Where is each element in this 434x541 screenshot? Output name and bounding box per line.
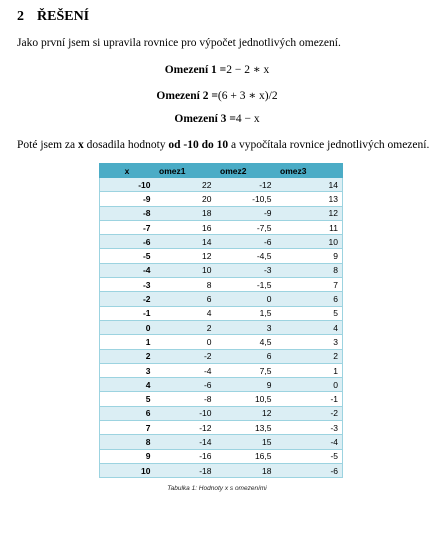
- equation-2: Omezení 2 =(6 + 3 ∗ x)/2: [156, 90, 278, 102]
- table-cell: -2: [155, 349, 216, 363]
- table-row: [100, 263, 343, 277]
- table-cell: -1,5: [216, 278, 276, 292]
- table-cell: 7,5: [216, 363, 276, 377]
- table-cell: 18: [155, 206, 216, 220]
- table-cell: 1: [100, 335, 155, 349]
- header-omez1: omez1: [155, 164, 216, 178]
- table-cell: 16,5: [216, 449, 276, 463]
- table-cell: 4,5: [216, 335, 276, 349]
- substitution-text-2: dosadila hodnoty: [83, 139, 169, 151]
- table-cell: 2: [100, 349, 155, 363]
- table-cell: -4: [276, 435, 343, 449]
- equation-2-label: Omezení 2: [156, 90, 209, 102]
- table-cell: -6: [155, 378, 216, 392]
- substitution-text-3: a vypočítala rovnice jednotlivých omezení.: [228, 139, 430, 151]
- table-cell: -8: [155, 392, 216, 406]
- table-cell: 18: [216, 463, 276, 477]
- table-cell: 3: [100, 363, 155, 377]
- table-cell: -7: [100, 220, 155, 234]
- table-cell: 6: [216, 349, 276, 363]
- table-cell: 10,5: [216, 392, 276, 406]
- table-cell: 11: [276, 220, 343, 234]
- table-cell: 10: [155, 263, 216, 277]
- table-row: [100, 278, 343, 292]
- equation-1-label: Omezení 1: [164, 64, 217, 76]
- table-cell: 6: [155, 292, 216, 306]
- equation-1-rhs: 2 − 2 ∗ x: [226, 64, 270, 76]
- equation-3-rhs: 4 − x: [235, 113, 260, 125]
- table-cell: -2: [100, 292, 155, 306]
- table-cell: -9: [216, 206, 276, 220]
- table-row: [100, 435, 343, 449]
- table-cell: 8: [155, 278, 216, 292]
- table-caption: Tabulka 1: Hodnoty x s omezeními: [167, 485, 267, 492]
- table-cell: 7: [100, 421, 155, 435]
- table-cell: 4: [155, 306, 216, 320]
- table-cell: -6: [216, 235, 276, 249]
- table-cell: 14: [155, 235, 216, 249]
- equation-3-label: Omezení 3: [174, 113, 227, 125]
- table-row: [100, 421, 343, 435]
- equation-1: Omezení 1 =2 − 2 ∗ x: [164, 64, 270, 76]
- table-row: [100, 449, 343, 463]
- table-cell: 5: [276, 306, 343, 320]
- equation-2-rhs: (6 + 3 ∗ x)/2: [217, 90, 278, 102]
- table-cell: 0: [216, 292, 276, 306]
- table-cell: -5: [276, 449, 343, 463]
- table-cell: 10: [100, 463, 155, 477]
- table-cell: 8: [276, 263, 343, 277]
- table-row: [100, 178, 343, 192]
- table-cell: 4: [276, 320, 343, 334]
- table-cell: 7: [276, 278, 343, 292]
- table-cell: -3: [216, 263, 276, 277]
- table-row: [100, 378, 343, 392]
- table-cell: 6: [276, 292, 343, 306]
- values-table: [99, 163, 343, 478]
- table-cell: -4: [155, 363, 216, 377]
- table-row: [100, 306, 343, 320]
- table-row: [100, 292, 343, 306]
- table-cell: 5: [100, 392, 155, 406]
- table-row: [100, 206, 343, 220]
- table-cell: -9: [100, 192, 155, 206]
- table-cell: -5: [100, 249, 155, 263]
- table-cell: -6: [276, 463, 343, 477]
- section-heading: [17, 9, 89, 25]
- table-cell: 13,5: [216, 421, 276, 435]
- table-cell: -7,5: [216, 220, 276, 234]
- table-row: [100, 363, 343, 377]
- table-cell: 12: [276, 206, 343, 220]
- table-cell: 1: [276, 363, 343, 377]
- table-cell: 8: [100, 435, 155, 449]
- table-cell: -18: [155, 463, 216, 477]
- table-row: [100, 220, 343, 234]
- table-cell: -4: [100, 263, 155, 277]
- table-cell: -8: [100, 206, 155, 220]
- table-cell: 4: [100, 378, 155, 392]
- table-row: [100, 235, 343, 249]
- table-cell: -6: [100, 235, 155, 249]
- table-cell: 6: [100, 406, 155, 420]
- table-row: [100, 349, 343, 363]
- substitution-variable: x: [78, 139, 84, 151]
- table-row: [100, 249, 343, 263]
- table-row: [100, 463, 343, 477]
- table-cell: -3: [100, 278, 155, 292]
- table-cell: 12: [155, 249, 216, 263]
- table-cell: 2: [155, 320, 216, 334]
- table-cell: -12: [216, 178, 276, 192]
- table-row: [100, 335, 343, 349]
- table-cell: -1: [276, 392, 343, 406]
- table-cell: 0: [155, 335, 216, 349]
- equation-3: Omezení 3 =4 − x: [174, 113, 260, 125]
- table-cell: 0: [276, 378, 343, 392]
- table-header-row: [100, 164, 343, 178]
- table-cell: 3: [216, 320, 276, 334]
- header-omez2: omez2: [216, 164, 276, 178]
- header-omez3: omez3: [276, 164, 343, 178]
- table-cell: -10,5: [216, 192, 276, 206]
- table-row: [100, 192, 343, 206]
- table-cell: -14: [155, 435, 216, 449]
- table-cell: -16: [155, 449, 216, 463]
- table-cell: 14: [276, 178, 343, 192]
- table-cell: 1,5: [216, 306, 276, 320]
- table-cell: 9: [100, 449, 155, 463]
- table-row: [100, 320, 343, 334]
- table-cell: 9: [276, 249, 343, 263]
- table-cell: 9: [216, 378, 276, 392]
- table-cell: 16: [155, 220, 216, 234]
- table-row: [100, 392, 343, 406]
- table-cell: 15: [216, 435, 276, 449]
- substitution-range: od -10 do 10: [168, 139, 229, 151]
- table-cell: -10: [100, 178, 155, 192]
- table-cell: -1: [100, 306, 155, 320]
- table-cell: 3: [276, 335, 343, 349]
- header-x: x: [100, 164, 155, 178]
- table-cell: -10: [155, 406, 216, 420]
- table-cell: 2: [276, 349, 343, 363]
- substitution-paragraph: [17, 139, 429, 151]
- table-row: [100, 406, 343, 420]
- section-title: ŘEŠENÍ: [37, 9, 90, 24]
- table-cell: 22: [155, 178, 216, 192]
- table-cell: -12: [155, 421, 216, 435]
- table-cell: -2: [276, 406, 343, 420]
- intro-paragraph: Jako první jsem si upravila rovnice pro výpočet jednotlivých omezení.: [17, 37, 341, 49]
- table-cell: 12: [216, 406, 276, 420]
- table-cell: 10: [276, 235, 343, 249]
- table-cell: -4,5: [216, 249, 276, 263]
- section-number: 2: [17, 9, 24, 24]
- table-cell: 13: [276, 192, 343, 206]
- table-cell: 0: [100, 320, 155, 334]
- table-cell: 20: [155, 192, 216, 206]
- substitution-text-1: Poté jsem za: [17, 139, 78, 151]
- table-cell: -3: [276, 421, 343, 435]
